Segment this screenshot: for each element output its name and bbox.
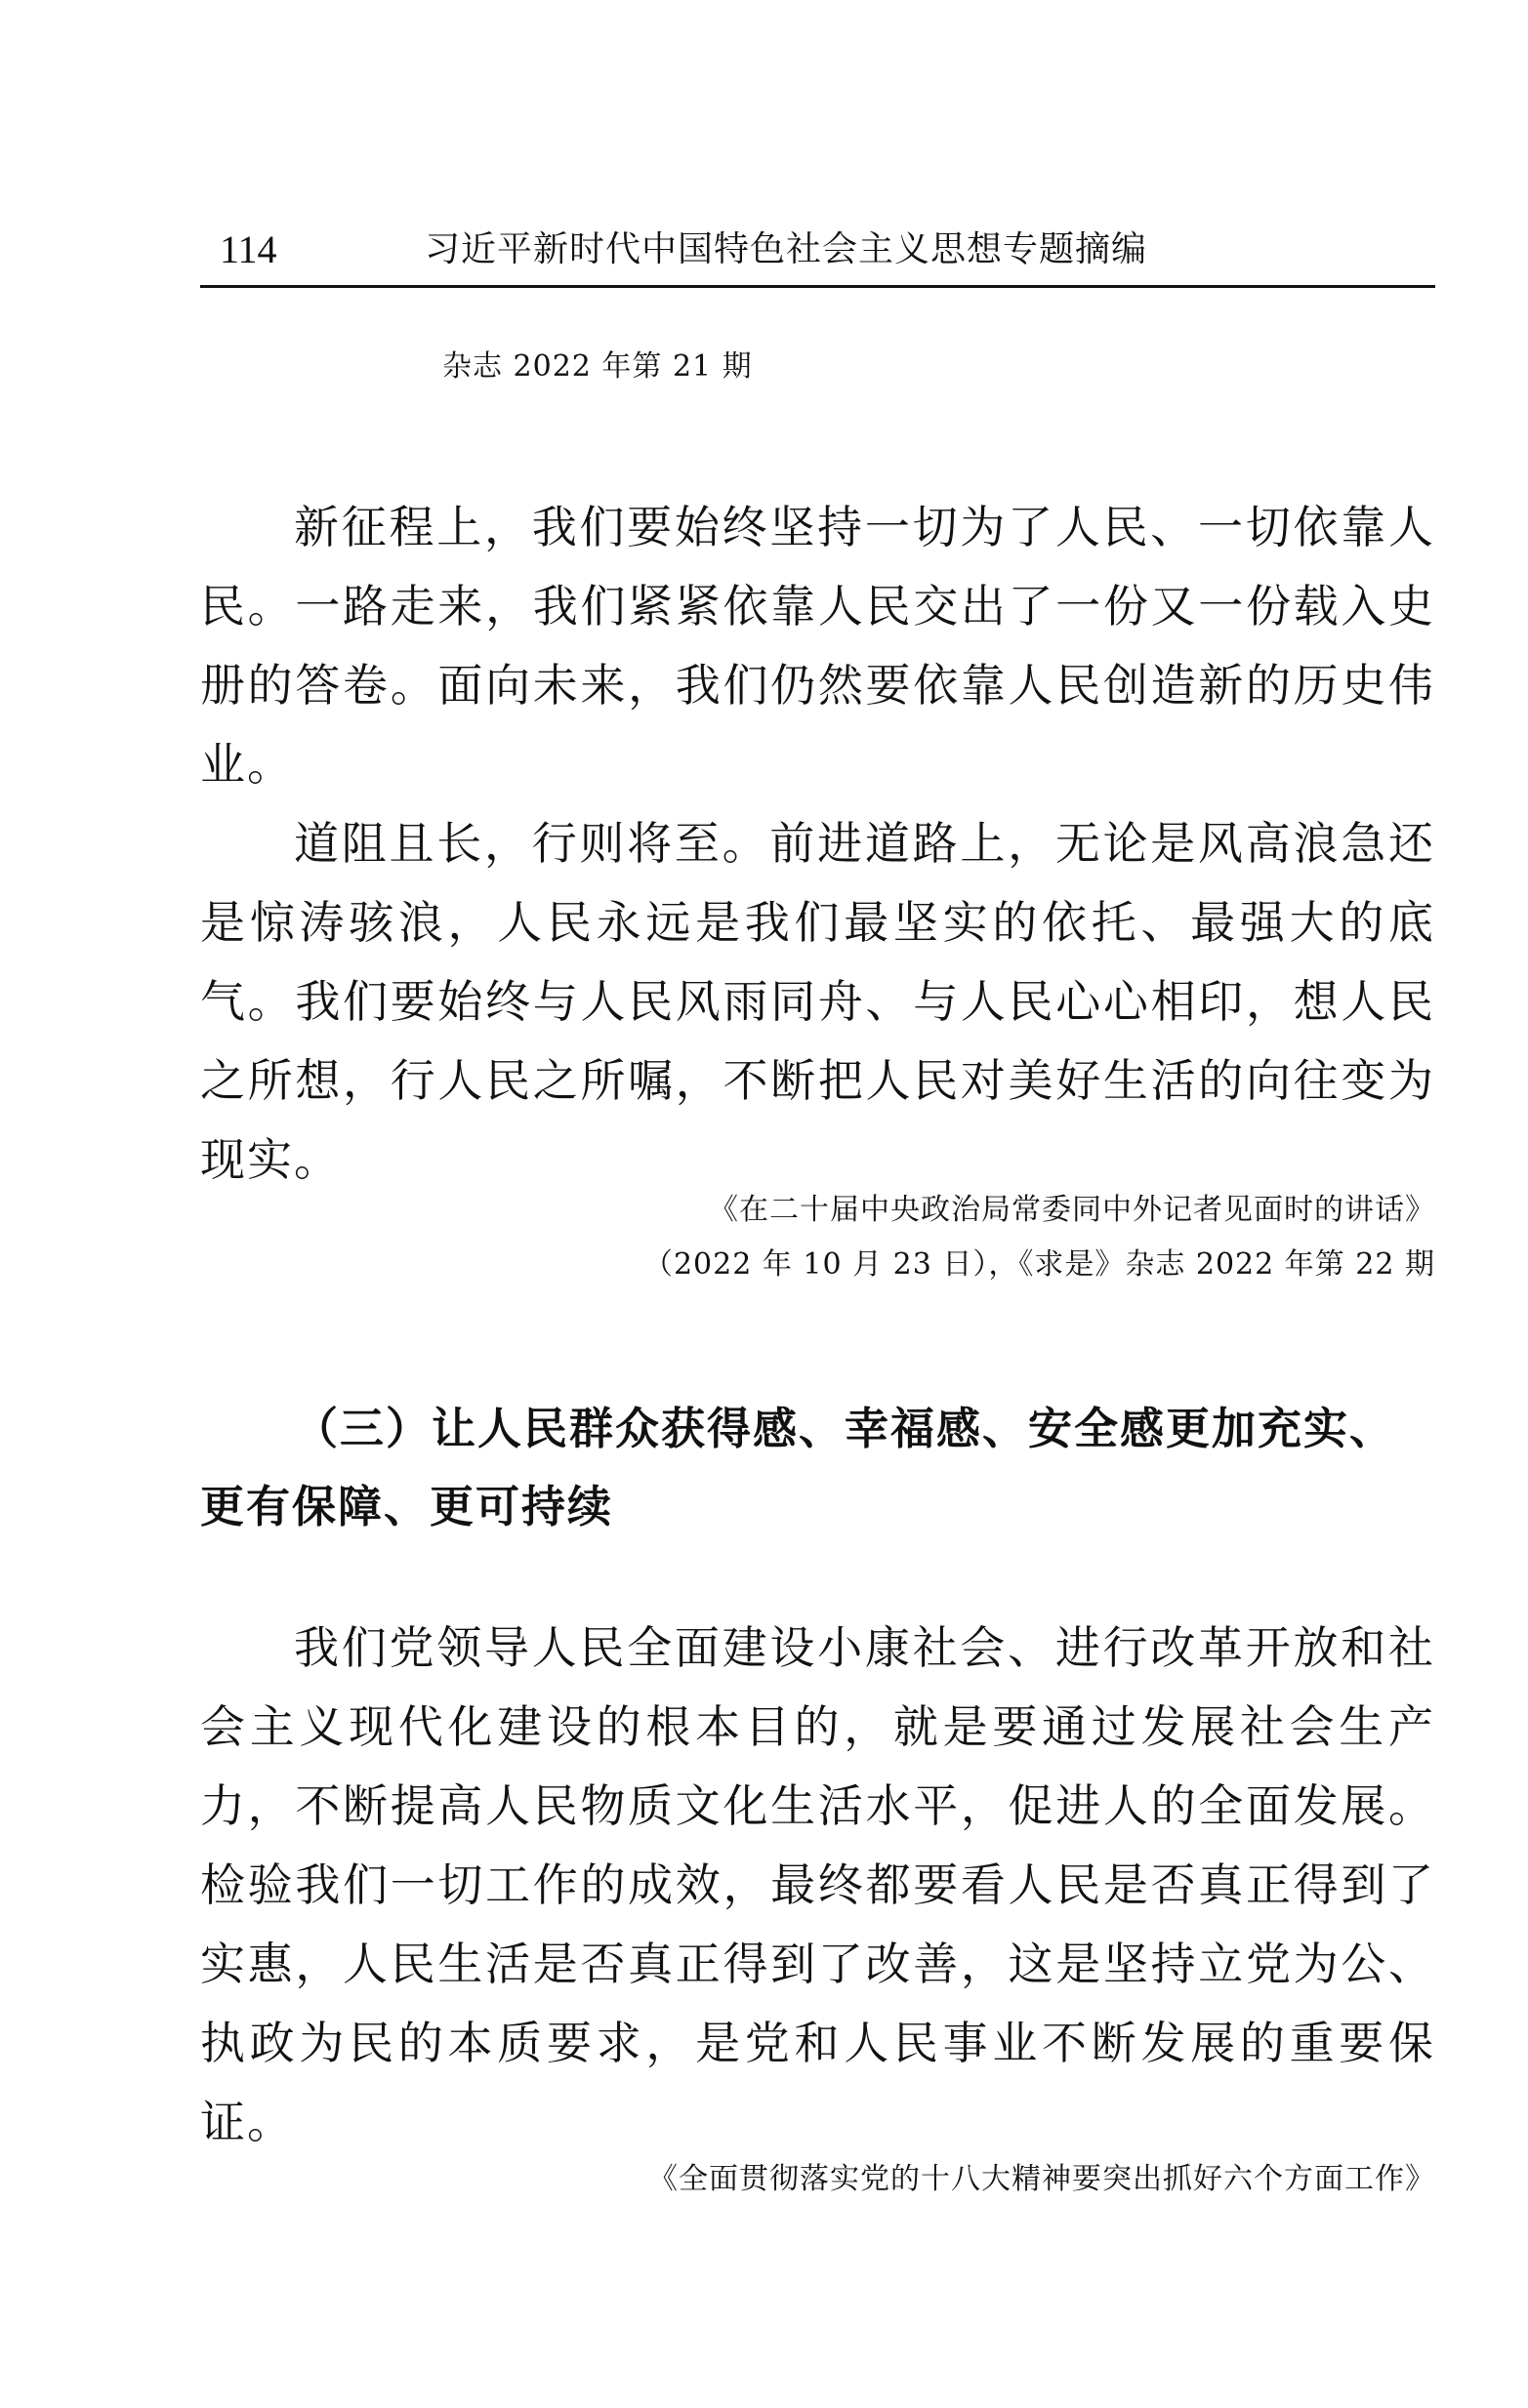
citation-1-line-2: （2022 年 10 月 23 日），《求是》杂志 2022 年第 22 期 (642, 1247, 1435, 1282)
running-title: 习近平新时代中国特色社会主义思想专题摘编 (425, 229, 1148, 269)
page-header (200, 221, 1435, 281)
body-section-2 (200, 1609, 1435, 2162)
paragraph-1: 新征程上，我们要始终坚持一切为了人民、一切依靠人民。一路走来，我们紧紧依靠人民交出了一份又一份载入史册的答卷。面向未来，我们仍然要依靠人民创造新的历史伟业。 (200, 501, 1435, 791)
header-rule (200, 285, 1435, 288)
citation-2-line-1: 《全面贯彻落实党的十八大精神要突出抓好六个方面工作》 (648, 2162, 1435, 2196)
page-number: 114 (220, 227, 277, 271)
citation-1-line-1: 《在二十届中央政治局常委同中外记者见面时的讲话》 (709, 1193, 1435, 1227)
body-section-1 (200, 488, 1435, 1200)
citation-1 (200, 1183, 1435, 1292)
paragraph-3: 我们党领导人民全面建设小康社会、进行改革开放和社会主义现代化建设的根本目的，就是要通过发展社会生产力，不断提高人民物质文化生活水平，促进人的全面发展。检验我们一切工作的成效，最终都要看人民是否真正得到了实惠，人民生活是否真正得到了改善，这是坚持立党为公、执政为民的本质要求，是党和人民事业不断发展的重要保证。 (200, 1621, 1435, 2148)
section-heading: （三）让人民群众获得感、幸福感、安全感更加充实、更有保障、更可持续 (200, 1403, 1396, 1532)
section-heading-block (200, 1390, 1435, 1546)
citation-2 (200, 2152, 1435, 2207)
paragraph-2: 道阻且长，行则将至。前进道路上，无论是风高浪急还是惊涛骇浪，人民永远是我们最坚实的依托、最强大的底气。我们要始终与人民风雨同舟、与人民心心相印，想人民之所想，行人民之所嘱，不断把人民对美好生活的向往变为现实。 (200, 817, 1435, 1186)
top-citation: 杂志 2022 年第 21 期 (442, 349, 753, 384)
